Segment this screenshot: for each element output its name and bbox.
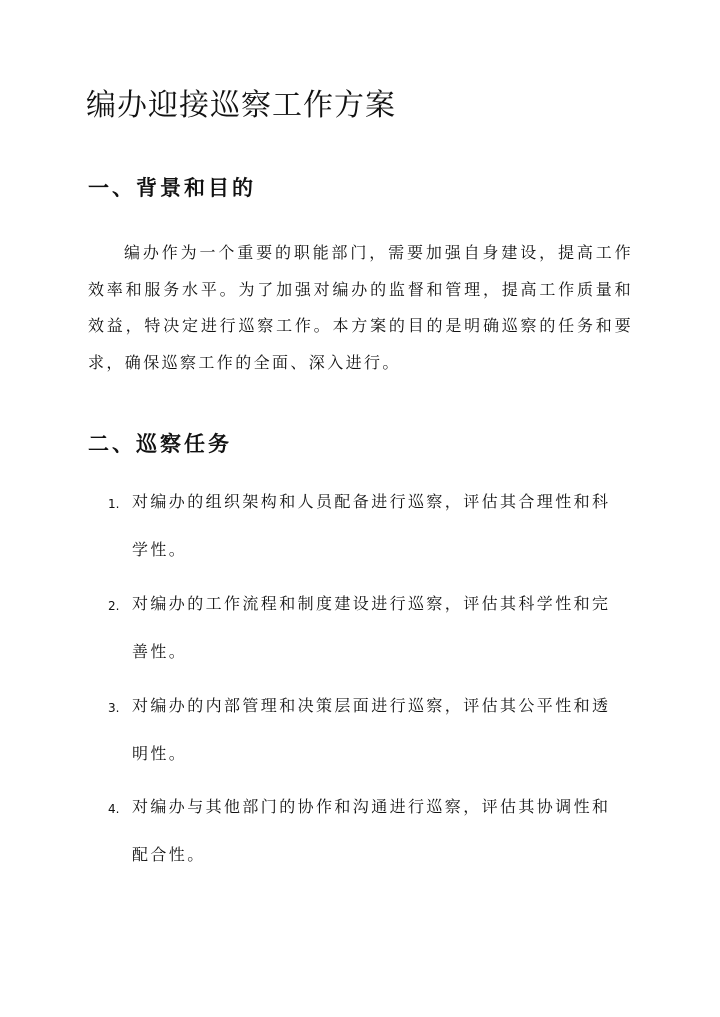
section-heading-background: 一、背景和目的 [88, 176, 256, 200]
list-item-text: 对编办与其他部门的协作和沟通进行巡察，评估其协调性和配合性。 [132, 797, 611, 864]
document-title: 编办迎接巡察工作方案 [86, 88, 396, 123]
list-item-text: 对编办的工作流程和制度建设进行巡察，评估其科学性和完善性。 [132, 594, 611, 661]
list-item-number: 2. [108, 599, 120, 613]
list-item-text: 对编办的组织架构和人员配备进行巡察，评估其合理性和科学性。 [132, 492, 611, 559]
list-item-number: 3. [108, 701, 120, 715]
background-paragraph: 编办作为一个重要的职能部门，需要加强自身建设，提高工作效率和服务水平。为了加强对编办的监督和管理，提高工作质量和效益，特决定进行巡察工作。本方案的目的是明确巡察的任务和要求，确保巡察工作的全面、深入进行。 [88, 243, 633, 372]
list-item-number: 1. [108, 497, 120, 511]
section-heading-tasks: 二、巡察任务 [88, 432, 232, 456]
list-item-text: 对编办的内部管理和决策层面进行巡察，评估其公平性和透明性。 [132, 696, 611, 763]
list-item-number: 4. [108, 802, 120, 816]
